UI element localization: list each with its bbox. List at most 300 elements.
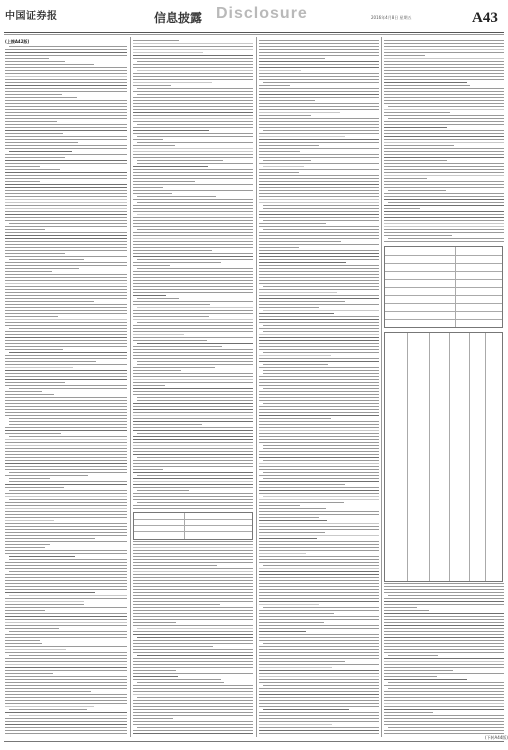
text-line [133,724,253,725]
text-line [133,685,253,686]
data-table [133,512,253,540]
text-line [5,205,127,206]
text-line [133,43,253,44]
text-line [259,133,379,134]
text-line [133,73,253,74]
text-line [133,643,253,644]
text-line [133,562,253,563]
text-line [259,193,379,194]
text-line [133,58,253,59]
text-line [259,349,379,350]
text-line [384,697,504,698]
text-line [5,547,45,548]
text-line [384,214,504,215]
text-line [259,103,379,104]
text-line [133,601,253,602]
text-line [263,166,304,167]
text-line [133,421,253,422]
text-line [133,703,253,704]
text-line [259,343,379,344]
text-line [259,439,379,440]
text-line [5,292,127,293]
text-line [5,337,127,338]
text-line [133,175,253,176]
text-line [137,655,253,656]
text-line [137,298,179,299]
text-line [384,115,504,116]
text-line [259,418,331,419]
text-line [133,598,253,599]
text-line [137,637,253,638]
text-line [384,139,504,140]
text-line [259,340,379,341]
text-line [137,268,253,269]
text-line [259,715,379,716]
text-line [9,388,127,389]
text-line [137,124,253,125]
text-line [259,613,334,614]
text-line [259,571,379,572]
text-line [259,169,379,170]
text-line [5,73,127,74]
text-line [137,364,253,365]
text-line [5,391,42,392]
text-line [259,226,379,227]
text-line [259,274,379,275]
text-line [5,76,127,77]
text-line [5,229,45,230]
text-line [259,358,379,359]
text-line [259,280,379,281]
text-line [5,496,127,497]
text-line [133,424,202,425]
text-line [5,451,127,452]
text-line [384,667,504,668]
text-line [133,556,253,557]
newspaper-name: 中国证券报 [5,11,58,22]
text-line [5,517,127,518]
text-line [5,673,53,674]
text-line [5,301,94,302]
text-line [384,79,504,80]
text-line [5,55,127,56]
text-line [137,475,253,476]
text-line [259,601,379,602]
text-line [137,433,253,434]
text-line [259,412,379,413]
text-line [5,310,127,311]
text-line [384,124,504,125]
text-line [384,52,504,53]
text-line [133,85,171,86]
text-line [259,523,379,524]
text-line [5,637,127,638]
text-line [133,616,253,617]
text-line [5,178,127,179]
text-line [259,145,319,146]
text-line [384,613,504,614]
text-line [5,454,127,455]
article-columns [0,38,508,740]
text-line [259,118,379,119]
text-line [5,385,127,386]
text-line [259,679,379,680]
text-line [259,559,379,560]
text-line [133,118,253,119]
text-line [5,112,127,113]
text-line [259,151,300,152]
text-line [263,352,379,353]
text-line [259,454,379,455]
text-line [133,340,207,341]
text-line [137,502,253,503]
text-line [133,385,165,386]
text-line [384,136,504,137]
text-line [259,499,379,500]
text-line [133,403,253,404]
text-line [133,274,253,275]
text-line [133,172,253,173]
text-line [9,421,127,422]
text-line [133,325,253,326]
text-line [9,424,127,425]
text-line [384,91,504,92]
text-line [5,271,52,272]
text-line [133,649,253,650]
text-line [5,502,127,503]
text-line [5,277,127,278]
text-line [137,361,253,362]
text-line [133,448,253,449]
text-line [259,361,379,362]
text-line [384,604,504,605]
text-line [5,331,127,332]
text-line [384,169,504,170]
text-line [5,370,127,371]
text-line [133,283,253,284]
text-line [5,412,127,413]
text-line [5,514,127,515]
text-line [259,163,379,164]
text-line [263,325,379,326]
text-line [259,628,379,629]
text-line [259,505,300,506]
text-line [133,571,253,572]
text-line [259,400,379,401]
text-line [5,298,127,299]
text-line [133,67,253,68]
text-line [133,79,253,80]
text-line [133,97,253,98]
text-line [384,187,504,188]
text-line [133,577,253,578]
text-line [384,166,504,167]
text-line [5,304,127,305]
text-line [133,310,253,311]
text-line [133,574,253,575]
text-line [5,208,127,209]
text-line [384,646,504,647]
text-line [5,664,127,665]
text-line [5,262,127,263]
text-line [5,265,127,266]
text-line [259,394,379,395]
text-line [384,730,504,731]
text-line [133,328,253,329]
text-line [384,583,504,584]
text-line [137,397,253,398]
text-line [5,619,127,620]
text-line [388,595,504,596]
text-line [133,271,253,272]
text-line [133,277,253,278]
text-line [5,88,127,89]
text-line [263,685,379,686]
text-line [259,673,379,674]
text-line [259,268,379,269]
text-line [137,343,253,344]
text-line [9,259,84,260]
text-line [9,490,127,491]
text-line [5,244,127,245]
text-line [384,703,504,704]
text-line [259,688,379,689]
text-line [259,238,379,239]
text-column-4 [384,38,504,738]
text-line [384,46,504,47]
text-line [384,631,504,632]
text-line [133,547,253,548]
text-line [133,220,253,221]
text-line [137,61,253,62]
text-line [5,457,127,458]
text-line [5,688,127,689]
text-line [5,526,127,527]
text-line [5,583,127,584]
text-line [5,172,127,173]
text-line [259,424,379,425]
text-line [259,250,379,251]
text-line [5,433,61,434]
text-line [133,46,253,47]
text-line [5,235,127,236]
text-line [384,73,504,74]
text-line [384,112,450,113]
text-line [384,619,504,620]
text-line [9,472,127,473]
text-line [263,220,379,221]
text-line [133,478,253,479]
text-line [5,124,127,125]
text-line [259,217,379,218]
text-line [5,658,127,659]
text-line [259,541,379,542]
text-line [259,583,379,584]
text-line [259,259,379,260]
text-line [259,109,379,110]
text-line [259,262,346,263]
text-line [259,346,379,347]
text-line [259,442,379,443]
text-line [5,361,96,362]
text-line [5,403,127,404]
text-line [133,712,253,713]
text-line [259,382,379,383]
text-line [5,508,127,509]
text-line [133,541,253,542]
text-line [259,124,379,125]
text-line [133,463,253,464]
text-line [133,442,253,443]
text-line [133,454,253,455]
text-line [133,112,253,113]
text-line [5,136,127,137]
text-line [133,658,253,659]
text-line [259,421,379,422]
text-line [133,76,253,77]
text-line [384,640,504,641]
text-line [9,436,127,437]
text-line [259,304,379,305]
text-line [259,316,379,317]
text-line [259,337,379,338]
text-line [133,367,215,368]
text-line [5,703,127,704]
text-line [259,85,290,86]
text-line [259,661,345,662]
text-line [384,673,504,674]
text-line [259,139,379,140]
text-line [9,715,127,716]
text-line [259,703,379,704]
text-line [259,469,379,470]
text-line [384,694,504,695]
text-line [133,376,253,377]
text-line [384,622,504,623]
text-line [259,532,325,533]
text-line [133,334,184,335]
text-line [5,529,127,530]
text-line [133,733,253,734]
text-line [259,697,379,698]
text-line [133,613,253,614]
text-line [259,355,331,356]
text-line [133,82,212,83]
text-line [384,679,467,680]
text-line [133,409,253,410]
text-line [259,625,379,626]
text-line [5,484,127,485]
text-line [133,115,253,116]
text-line [5,724,127,725]
text-line [5,64,94,65]
text-line [5,58,49,59]
text-line [5,322,127,323]
text-line [9,46,127,47]
text-line [384,229,504,230]
text-line [5,727,127,728]
text-line [384,85,470,86]
text-line [259,241,341,242]
text-line [137,682,224,683]
text-line [5,607,127,608]
text-line [133,484,253,485]
text-line [259,595,379,596]
text-line [259,451,379,452]
text-line [388,202,504,203]
text-line [5,226,127,227]
text-line [259,61,379,62]
text-line [137,214,253,215]
text-line [133,40,179,41]
text-line [5,109,127,110]
text-line [259,199,379,200]
text-line [9,352,127,353]
text-line [384,700,504,701]
text-line [259,727,379,728]
text-line [5,184,127,185]
text-line [5,661,127,662]
text-line [133,121,253,122]
text-line [5,319,127,320]
text-line [5,691,91,692]
text-line [259,721,379,722]
text-line [384,205,504,206]
text-line [259,73,379,74]
text-line [5,241,127,242]
text-line [259,223,326,224]
text-line [384,691,504,692]
text-line [259,589,379,590]
text-line [5,325,127,326]
text-line [137,697,253,698]
text-line [259,508,326,509]
text-line [5,667,127,668]
text-line [259,112,340,113]
text-line [384,127,447,128]
text-line [5,460,127,461]
text-line [259,670,379,671]
text-line [5,358,127,359]
text-line [263,208,379,209]
text-line [259,367,379,368]
text-line [133,127,253,128]
text-line [5,130,127,131]
text-line [259,526,379,527]
text-line [5,82,127,83]
text-line [5,430,127,431]
text-line [5,61,65,62]
text-line [384,88,504,89]
text-line [388,727,504,728]
text-line [263,82,379,83]
text-line [133,55,253,56]
text-line [384,82,467,83]
text-line [259,700,379,701]
text-line [259,76,379,77]
text-line [5,466,127,467]
text-line [259,598,379,599]
text-line [133,289,253,290]
text-line [5,442,127,443]
text-line [384,718,504,719]
text-line [133,664,253,665]
text-line [133,64,253,65]
text-line [259,664,379,665]
text-line [133,700,253,701]
text-line [133,145,175,146]
text-line [133,646,213,647]
